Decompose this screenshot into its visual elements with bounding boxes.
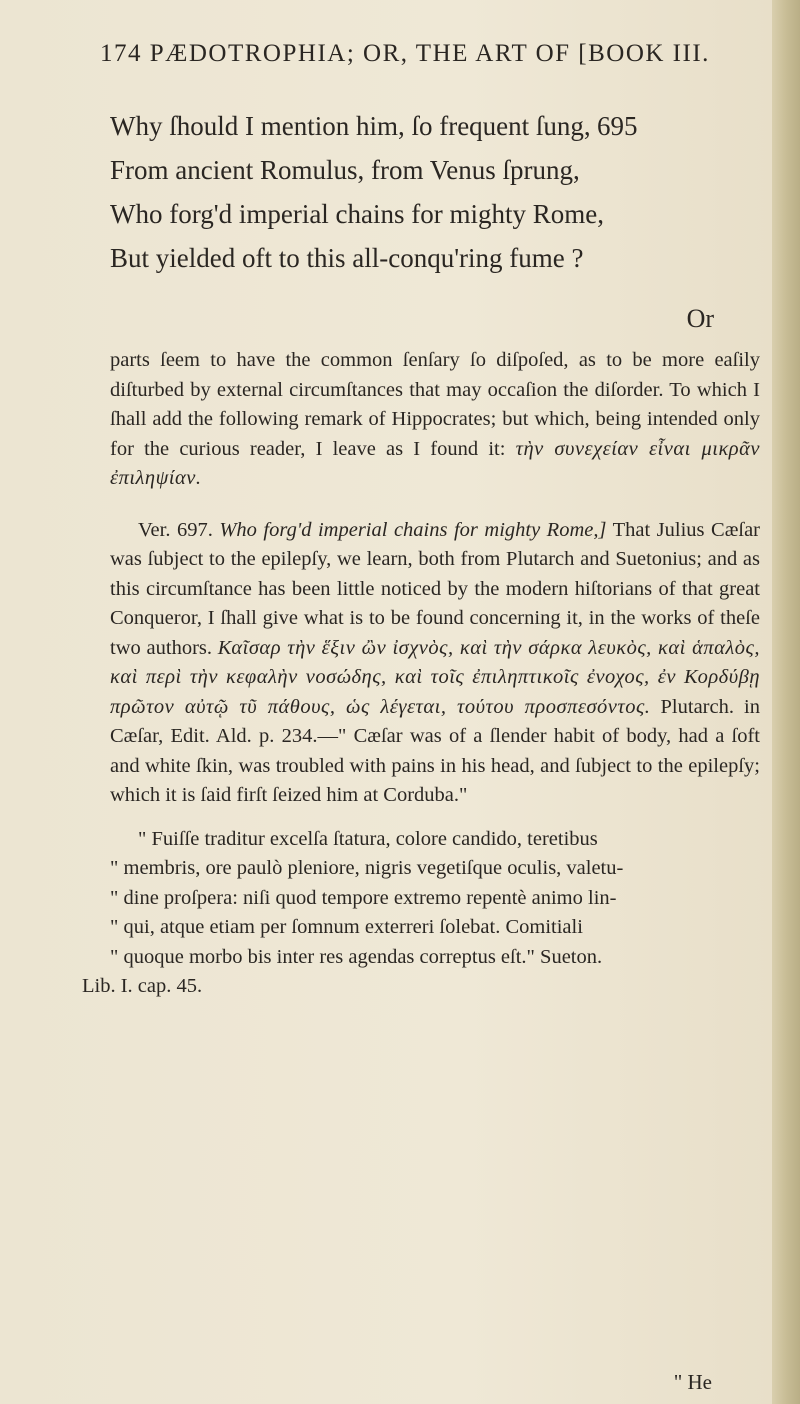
running-header: 174 PÆDOTROPHIA; OR, THE ART OF [BOOK III.: [100, 40, 710, 67]
latin-line: " Fuiſſe traditur excelſa ſtatura, colore candido, teretibus: [138, 827, 598, 850]
verse-block: [110, 104, 750, 280]
latin-line: " membris, ore paulò pleniore, nigris vegetiſque oculis, valetu-: [110, 857, 624, 879]
latin-line: " dine proſpera: niſi quod tempore extremo repentè animo lin-: [110, 886, 617, 909]
latin-line: " quoque morbo bis inter res agendas correptus eſt." Sueton.: [110, 945, 603, 968]
verse-text: But yielded oft to this all-conqu'ring fume ?: [110, 243, 584, 273]
paragraph-suetonius: [82, 825, 760, 1002]
verse-text: From ancient Romulus, from Venus ſprung,: [110, 155, 580, 185]
verse-text: Who forg'd imperial chains for mighty Rome,: [110, 199, 605, 229]
catchword: " He: [673, 1370, 712, 1394]
verse-line: [110, 236, 750, 280]
verse-line: [110, 104, 750, 148]
latin-line: " qui, atque etiam per ſomnum exterreri ſolebat. Comitiali: [110, 916, 583, 938]
paragraph-text: Plutarch. in Cæſar, Edit. Ald. p. 234.—" Cæſar was of a ſlender habit of body, had a ſoft and white ſkin, was troubled with pains in his head, and ſubject to the epilepſy; which it is ſaid firſt ſeized him at Corduba.": [110, 695, 761, 806]
paragraph-text: parts ſeem to have the common ſenſary ſo diſpoſed, as to be more eaſily diſturbed by external circumſtances that may occaſion the diſorder. To which I ſhall add the following remark of Hippocrates; but which, being intended only for the curious reader, I leave as I found it:: [110, 349, 760, 460]
greek-quote: Καῖσαρ τὴν ἕξιν ὢν ἰσχνὸς, καὶ τὴν σάρκα λευκὸς, καὶ ἁπαλὸς, καὶ περὶ τὴν κεφαλὴν νοσώδης, καὶ τοῖς ἐπιληπτικοῖς ἐνοχος, ἐν Κορδύβῃ πρῶτον αὐτῷ τῦ πάθους, ὡς λέγεται, τούτου προσπεσόντος.: [110, 636, 760, 718]
verse-quote: Who forg'd imperial chains for mighty Rome,]: [219, 518, 607, 541]
commentary-block: [82, 346, 761, 1002]
paragraph-hippocrates: [110, 346, 760, 494]
verse-line: [110, 192, 750, 236]
verse-line: [110, 148, 750, 192]
page-edge: [772, 0, 800, 1404]
greek-quote: τὴν συνεχείαν εἶναι μικρᾶν ἐπιληψίαν.: [110, 437, 761, 489]
paragraph-text: That Julius Cæſar was ſubject to the epilepſy, we learn, both from Plutarch and Suetonius; and as this circumſtance has been little noticed by the modern hiſtorians of that great Conqueror, I ſhall give what is to be found concerning it, in the works of theſe two authors.: [110, 518, 760, 659]
verse-text: Why ſhould I mention him, ſo frequent ſung,: [110, 111, 591, 141]
citation: Lib. I. cap. 45.: [82, 975, 203, 997]
line-number: 695: [597, 111, 638, 141]
paragraph-caesar: [110, 516, 760, 811]
verse-reference: Ver. 697.: [138, 518, 213, 541]
or-word: Or: [686, 304, 714, 333]
